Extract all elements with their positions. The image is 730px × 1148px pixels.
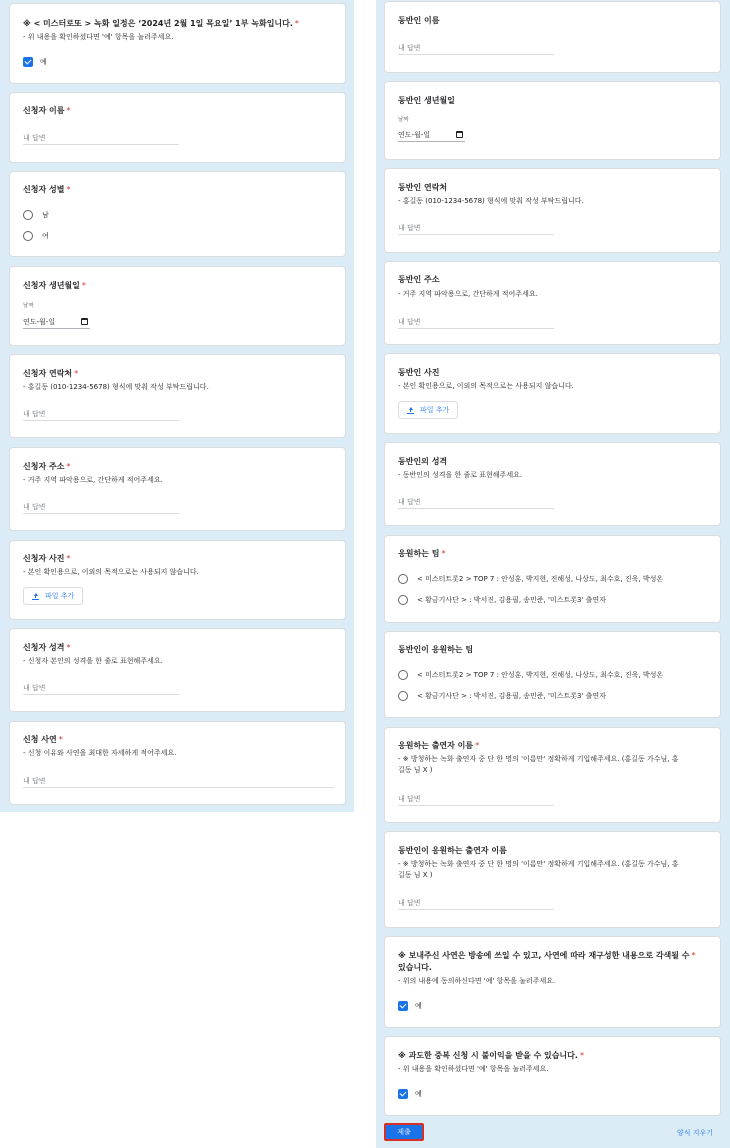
form-column-right	[376, 0, 730, 1148]
companion-contact-input[interactable]: 내 답변	[398, 223, 554, 235]
radio-option-team-1[interactable]	[398, 573, 663, 585]
date-input-value: 연도-월-일	[398, 131, 431, 139]
radio-option-team-2[interactable]	[398, 690, 606, 702]
radio-option-male[interactable]	[23, 209, 49, 221]
question-title: 동반인이 응원하는 팀	[398, 645, 474, 654]
submit-button[interactable]: 제출	[384, 1123, 424, 1141]
radio-option-female[interactable]	[23, 230, 49, 242]
duplicate-warning-card	[384, 1036, 721, 1116]
schedule-notice-card	[9, 3, 346, 84]
question-description: - 동반인의 성격을 한 줄로 표현해주세요.	[398, 471, 523, 479]
question-description: - 위 내용을 확인하셨다면 '예' 항목을 눌러주세요.	[23, 33, 174, 41]
question-description: - 신청 이유와 사연을 최대한 자세하게 적어주세요.	[23, 749, 177, 757]
question-description-cont: 길동 님 X )	[398, 871, 433, 879]
question-description: - 신청자 본인의 성격을 한 줄로 표현해주세요.	[23, 657, 163, 665]
applicant-photo-card	[9, 540, 346, 620]
radio-option-team-1[interactable]	[398, 669, 663, 681]
question-description: - 위 내용을 확인하셨다면 '예' 항목을 눌러주세요.	[398, 1065, 549, 1073]
applicant-personality-input[interactable]: 내 답변	[23, 683, 179, 695]
applicant-contact-card	[9, 354, 346, 438]
applicant-name-card	[9, 92, 346, 163]
applicant-personality-card	[9, 628, 346, 712]
companion-personality-input[interactable]: 내 답변	[398, 497, 554, 509]
companion-team-card	[384, 631, 721, 718]
applicant-name-input[interactable]: 내 답변	[23, 133, 179, 145]
question-title: ※ 보내주신 사연은 방송에 쓰일 수 있고, 사연에 따라 재구성한 내용으로 각색될 수 *	[398, 951, 696, 960]
supported-performer-input[interactable]: 내 답변	[398, 794, 554, 806]
question-title: 신청자 사진 *	[23, 554, 71, 563]
applicant-address-card	[9, 447, 346, 531]
applicant-birth-date-input[interactable]	[23, 317, 90, 329]
radio-button-icon[interactable]	[398, 670, 408, 680]
date-input-value: 연도-월-일	[23, 318, 56, 326]
checkbox-option-yes[interactable]	[398, 1000, 422, 1012]
checkbox-label: 예	[415, 1090, 422, 1098]
question-title: 동반인 생년월일	[398, 96, 455, 105]
add-file-label: 파일 추가	[45, 592, 75, 600]
companion-name-input[interactable]: 내 답변	[398, 43, 554, 55]
question-title: 동반인 사진	[398, 368, 440, 377]
applicant-birth-card	[9, 266, 346, 346]
question-description: - 거주 지역 파악용으로, 간단하게 적어주세요.	[23, 476, 163, 484]
companion-performer-input[interactable]: 내 답변	[398, 898, 554, 910]
radio-button-icon[interactable]	[398, 595, 408, 605]
radio-option-team-2[interactable]	[398, 594, 606, 606]
question-title: 동반인 이름	[398, 16, 440, 25]
companion-address-card	[384, 261, 721, 345]
question-description: - ※ 방청하는 녹화 출연자 중 단 한 명의 '이름만' 정확하게 기입해주세요. (홍길동 가수님, 홍	[398, 755, 679, 763]
question-title: 신청 사연 *	[23, 735, 63, 744]
companion-performer-card	[384, 831, 721, 928]
radio-label: 여	[42, 232, 49, 240]
question-title: 신청자 주소 *	[23, 462, 71, 471]
add-file-button[interactable]	[398, 401, 458, 419]
radio-label: < 황금기사단 > : 박서진, 김용필, 송민준, '미스트롯3' 출연자	[417, 692, 606, 700]
question-title: 응원하는 출연자 이름 *	[398, 741, 480, 750]
add-file-label: 파일 추가	[420, 406, 450, 414]
question-title: 신청자 성격 *	[23, 643, 71, 652]
radio-button-icon[interactable]	[23, 231, 33, 241]
applicant-contact-input[interactable]: 내 답변	[23, 409, 179, 421]
radio-label: < 황금기사단 > : 박서진, 김용필, 송민준, '미스트롯3' 출연자	[417, 596, 606, 604]
question-description-cont: 길동 님 X )	[398, 766, 433, 774]
question-title: ※ < 미스터로또 > 녹화 일정은 ‘2024년 2월 1일 목요일’ 1부 녹화입니다. *	[23, 19, 299, 28]
clear-form-button[interactable]: 양식 지우기	[677, 1129, 714, 1137]
radio-button-icon[interactable]	[398, 691, 408, 701]
question-description: - 본인 확인용으로, 이외의 목적으로는 사용되지 않습니다.	[398, 382, 574, 390]
form-column-left	[0, 0, 354, 812]
question-title-cont: 있습니다.	[398, 963, 432, 972]
radio-button-icon[interactable]	[398, 574, 408, 584]
supported-performer-card	[384, 727, 721, 823]
question-title: 동반인의 성격	[398, 457, 448, 466]
date-sublabel: 날짜	[398, 117, 409, 123]
question-title: 신청자 연락처 *	[23, 369, 79, 378]
companion-personality-card	[384, 442, 721, 526]
applicant-address-input[interactable]: 내 답변	[23, 502, 179, 514]
calendar-icon[interactable]	[81, 318, 88, 325]
question-title: 응원하는 팀 *	[398, 549, 446, 558]
radio-label: 남	[42, 211, 49, 219]
question-description: - 홍길동 (010-1234-5678) 형식에 맞춰 작성 부탁드립니다.	[398, 197, 584, 205]
question-description: - 본인 확인용으로, 이외의 목적으로는 사용되지 않습니다.	[23, 568, 199, 576]
checkbox-label: 예	[415, 1002, 422, 1010]
calendar-icon[interactable]	[456, 131, 463, 138]
question-title: 동반인 연락처	[398, 183, 448, 192]
applicant-gender-card	[9, 171, 346, 257]
question-description: - 홍길동 (010-1234-5678) 형식에 맞춰 작성 부탁드립니다.	[23, 383, 209, 391]
upload-icon	[407, 407, 414, 414]
checkbox-option-yes[interactable]	[398, 1088, 422, 1100]
question-title: 신청자 생년월일 *	[23, 281, 86, 290]
radio-label: < 미스터트롯2 > TOP 7 : 안성훈, 박지현, 진해성, 나상도, 최수호, 진욱, 박성온	[417, 671, 664, 679]
companion-birth-card	[384, 81, 721, 160]
companion-contact-card	[384, 168, 721, 253]
checkbox-option-yes[interactable]	[23, 56, 47, 68]
checkbox-checked-icon[interactable]	[398, 1001, 408, 1011]
radio-button-icon[interactable]	[23, 210, 33, 220]
checkbox-checked-icon[interactable]	[23, 57, 33, 67]
companion-photo-card	[384, 353, 721, 434]
question-title: 동반인이 응원하는 출연자 이름	[398, 846, 507, 855]
question-title: ※ 과도한 중복 신청 시 불이익을 받을 수 있습니다. *	[398, 1051, 584, 1060]
question-description: - 위의 내용에 동의하신다면 '예' 항목을 눌러주세요.	[398, 977, 556, 985]
question-description: - 거주 지역 파악용으로, 간단하게 적어주세요.	[398, 290, 538, 298]
upload-icon	[32, 593, 39, 600]
companion-address-input[interactable]: 내 답변	[398, 317, 554, 329]
application-story-input[interactable]: 내 답변	[23, 776, 334, 788]
question-title: 동반인 주소	[398, 275, 440, 284]
date-sublabel: 날짜	[23, 303, 34, 309]
checkbox-checked-icon[interactable]	[398, 1089, 408, 1099]
question-description: - ※ 방청하는 녹화 출연자 중 단 한 명의 '이름만' 정확하게 기입해주세요. (홍길동 가수님, 홍	[398, 860, 679, 868]
question-title: 신청자 이름 *	[23, 106, 71, 115]
supported-team-card	[384, 535, 721, 623]
question-title: 신청자 성별 *	[23, 185, 71, 194]
application-story-card	[9, 721, 346, 805]
companion-birth-date-input[interactable]	[398, 130, 465, 142]
add-file-button[interactable]	[23, 587, 83, 605]
story-consent-card	[384, 936, 721, 1028]
checkbox-label: 예	[40, 58, 47, 66]
companion-name-card	[384, 1, 721, 73]
radio-label: < 미스터트롯2 > TOP 7 : 안성훈, 박지현, 진해성, 나상도, 최수호, 진욱, 박성온	[417, 575, 664, 583]
